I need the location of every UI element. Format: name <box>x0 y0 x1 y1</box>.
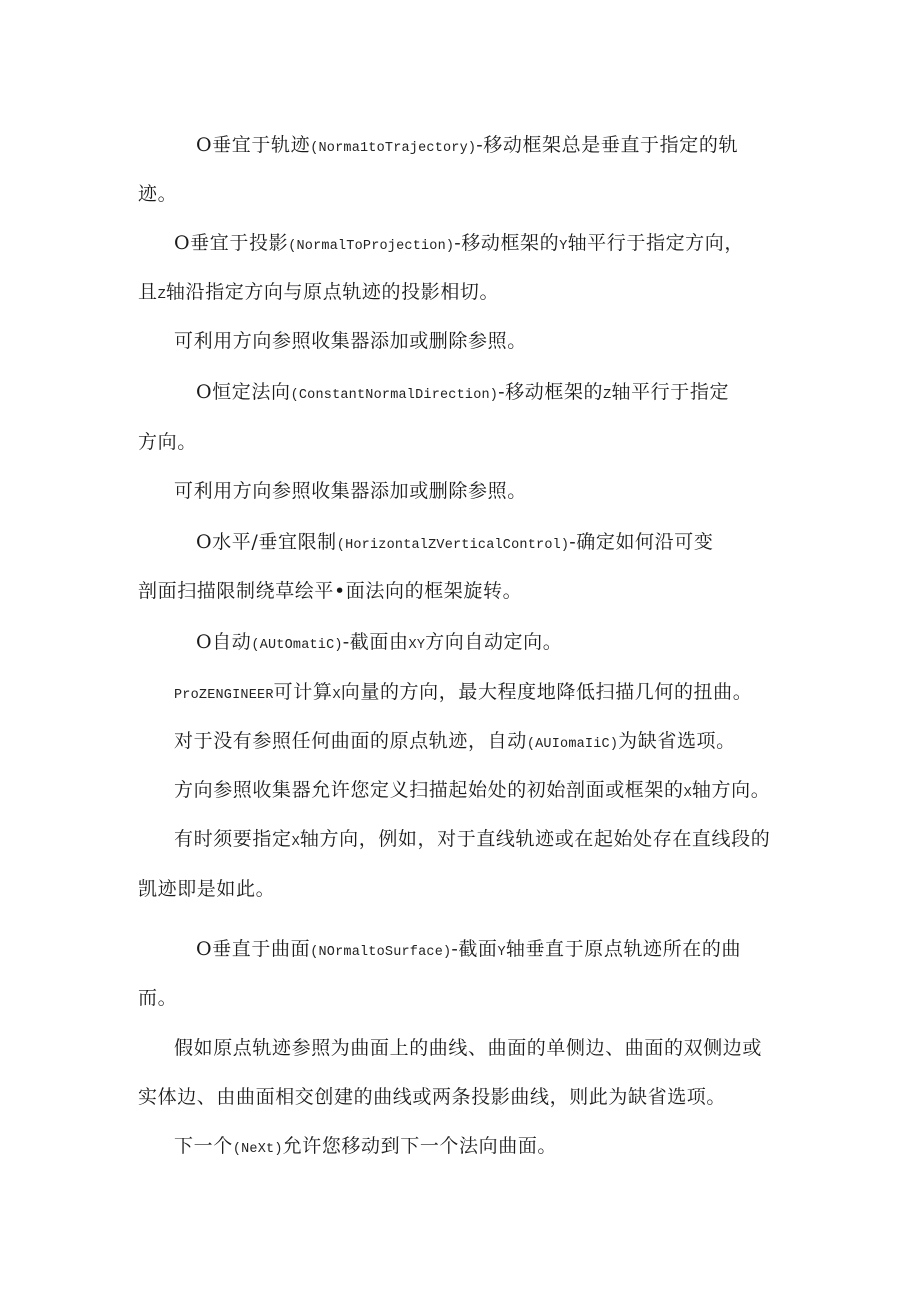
text-line: 迹。 <box>138 183 178 205</box>
text-line: O垂直于曲面(NOrmaltoSurface)-截面Y轴垂直于原点轨迹所在的曲 <box>196 938 742 960</box>
text-line: O水平/垂宜限制(HorizontalZVerticalControl)-确定如何沿可变 <box>196 531 714 553</box>
text-line: 剖面扫描限制绕草绘平•面法向的框架旋转。 <box>138 580 523 602</box>
text-line: 方向参照收集器允许您定义扫描起始处的初始剖面或框架的X轴方向。 <box>174 779 771 801</box>
text-line: 实体边、由曲面相交创建的曲线或两条投影曲线，则此为缺省选项。 <box>138 1086 727 1108</box>
text-line: 对于没有参照任何曲面的原点轨迹，自动(AUIomaIiC)为缺省选项。 <box>174 730 736 752</box>
text-line: O恒定法向(ConstantNormalDirection)-移动框架的Z轴平行于指定 <box>196 381 730 403</box>
text-line: 凯迹即是如此。 <box>138 878 276 900</box>
text-line: O自动(AUtOmatiC)-截面由XY方向自动定向。 <box>196 631 563 653</box>
text-line: 且Z轴沿指定方向与原点轨迹的投影相切。 <box>138 281 500 303</box>
text-line: 可利用方向参照收集器添加或删除参照。 <box>174 480 527 502</box>
text-line: 下一个(NeXt)允许您移动到下一个法向曲面。 <box>174 1135 558 1157</box>
text-line: ProZENGINEER可计算X向量的方向，最大程度地降低扫描几何的扭曲。 <box>174 681 753 703</box>
text-line: 假如原点轨迹参照为曲面上的曲线、曲面的单侧边、曲面的双侧边或 <box>174 1037 763 1059</box>
text-line: 有时须要指定X轴方向，例如，对于直线轨迹或在起始处存在直线段的 <box>174 828 771 850</box>
text-line: O垂宜于轨迹(Norma1toTrajectory)-移动框架总是垂直于指定的轨 <box>196 134 739 156</box>
text-line: O垂宜于投影(NormalToProjection)-移动框架的Y轴平行于指定方向， <box>174 232 744 254</box>
text-line: 可利用方向参照收集器添加或删除参照。 <box>174 330 527 352</box>
text-line: 而。 <box>138 987 178 1009</box>
text-line: 方向。 <box>138 431 197 453</box>
